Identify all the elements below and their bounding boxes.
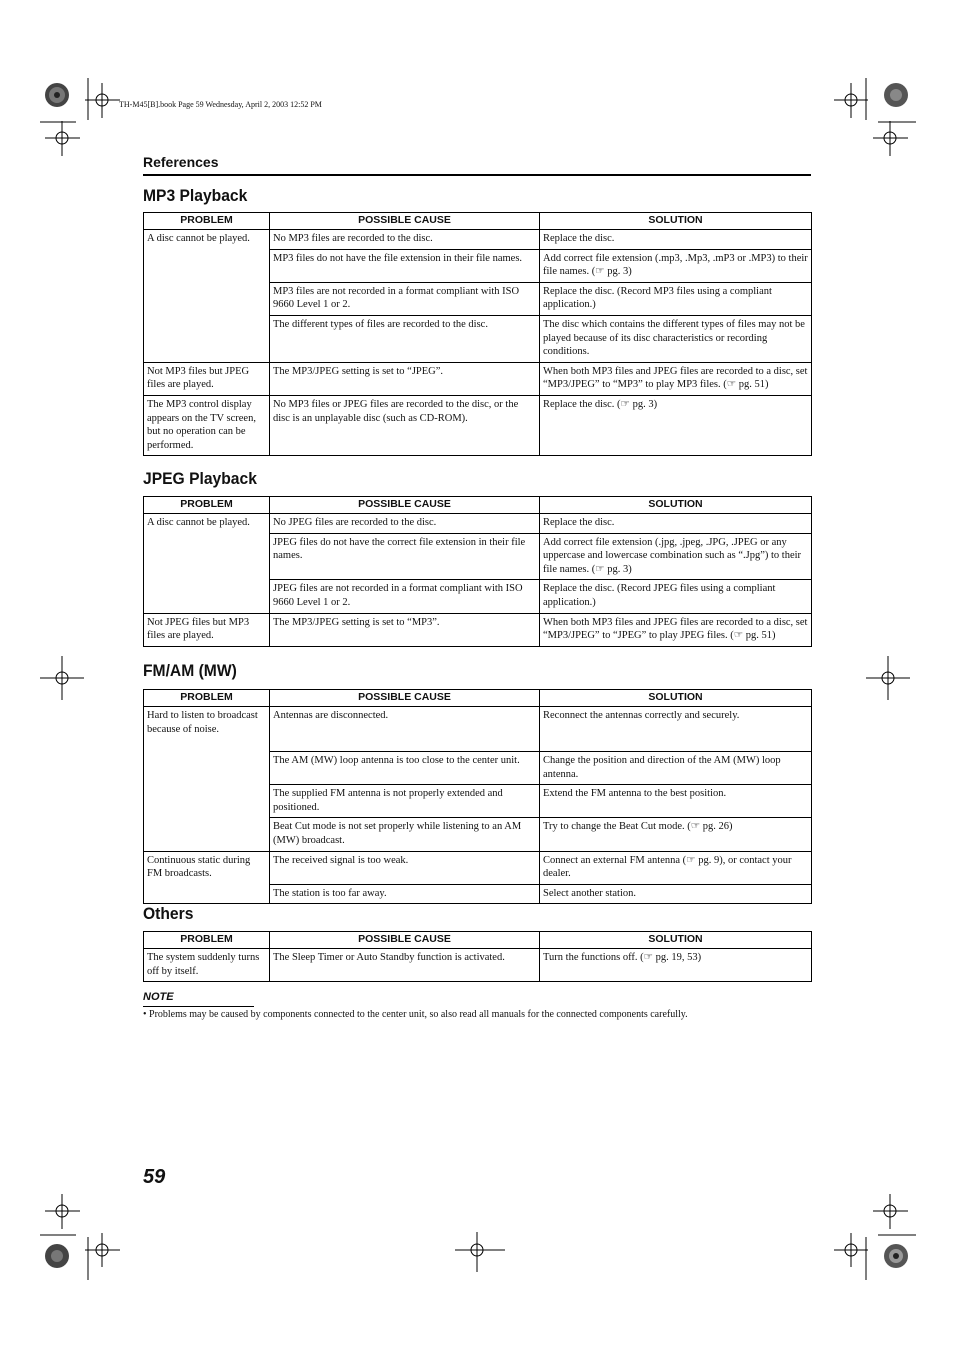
table-row bbox=[144, 395, 812, 455]
column-header-cause: POSSIBLE CAUSE bbox=[270, 932, 540, 949]
table-row bbox=[144, 362, 812, 395]
problem-cell: Not MP3 files but JPEG files are played. bbox=[144, 362, 270, 395]
note-text: • Problems may be caused by components connected to the center unit, so also read all manuals for the connected components carefully. bbox=[143, 1009, 688, 1020]
heading-others: Others bbox=[143, 904, 194, 923]
heading-jpeg-playback: JPEG Playback bbox=[143, 469, 257, 488]
column-header-problem: PROBLEM bbox=[144, 497, 270, 514]
solution-cell: Turn the functions off. (☞ pg. 19, 53) bbox=[540, 949, 812, 982]
solution-cell: The disc which contains the different types of files may not be played because of its disc characteristics or recording conditions. bbox=[540, 315, 812, 362]
column-header-problem: PROBLEM bbox=[144, 213, 270, 230]
table-mp3-playback bbox=[143, 212, 812, 456]
table-row bbox=[144, 707, 812, 752]
cause-cell: The different types of files are recorded to the disc. bbox=[270, 315, 540, 362]
registration-mark-bottom-center bbox=[455, 1232, 505, 1276]
column-header-cause: POSSIBLE CAUSE bbox=[270, 497, 540, 514]
solution-cell: Replace the disc. bbox=[540, 514, 812, 534]
cause-cell: JPEG files are not recorded in a format compliant with ISO 9660 Level 1 or 2. bbox=[270, 580, 540, 613]
solution-cell: Add correct file extension (.jpg, .jpeg, .JPG, .JPEG or any uppercase and lowercase combination such as “.Jpg”) to their file names. (☞ pg. 3) bbox=[540, 533, 812, 580]
cause-cell: MP3 files do not have the file extension in their file names. bbox=[270, 249, 540, 282]
solution-cell: Extend the FM antenna to the best position. bbox=[540, 785, 812, 818]
cause-cell: The supplied FM antenna is not properly extended and positioned. bbox=[270, 785, 540, 818]
solution-cell: Replace the disc. (Record MP3 files using a compliant application.) bbox=[540, 282, 812, 315]
solution-cell: Replace the disc. bbox=[540, 230, 812, 250]
column-header-cause: POSSIBLE CAUSE bbox=[270, 213, 540, 230]
table-row bbox=[144, 613, 812, 646]
page-number: 59 bbox=[143, 1166, 166, 1188]
problem-cell: The MP3 control display appears on the TV screen, but no operation can be performed. bbox=[144, 395, 270, 455]
solution-cell: When both MP3 files and JPEG files are recorded to a disc, set “MP3/JPEG” to “MP3” to play MP3 files. (☞ pg. 51) bbox=[540, 362, 812, 395]
column-header-solution: SOLUTION bbox=[540, 213, 812, 230]
solution-cell: Replace the disc. (Record JPEG files using a compliant application.) bbox=[540, 580, 812, 613]
table-row bbox=[144, 514, 812, 534]
table-row bbox=[144, 949, 812, 982]
registration-mark-top-left bbox=[40, 78, 140, 168]
file-header: TH-M45[B].book Page 59 Wednesday, April 2, 2003 12:52 PM bbox=[119, 100, 322, 109]
table-row bbox=[144, 230, 812, 250]
problem-cell: Hard to listen to broadcast because of noise. bbox=[144, 707, 270, 852]
column-header-cause: POSSIBLE CAUSE bbox=[270, 690, 540, 707]
problem-cell: Continuous static during FM broadcasts. bbox=[144, 851, 270, 904]
problem-cell: A disc cannot be played. bbox=[144, 514, 270, 614]
table-others bbox=[143, 931, 812, 982]
cause-cell: Beat Cut mode is not set properly while listening to an AM (MW) broadcast. bbox=[270, 818, 540, 851]
solution-cell: Try to change the Beat Cut mode. (☞ pg. 26) bbox=[540, 818, 812, 851]
registration-mark-bottom-left bbox=[40, 1185, 140, 1280]
cause-cell: The MP3/JPEG setting is set to “MP3”. bbox=[270, 613, 540, 646]
table-jpeg-playback bbox=[143, 496, 812, 647]
section-label: References bbox=[143, 154, 219, 170]
problem-cell: The system suddenly turns off by itself. bbox=[144, 949, 270, 982]
table-row bbox=[144, 851, 812, 884]
cause-cell: The MP3/JPEG setting is set to “JPEG”. bbox=[270, 362, 540, 395]
solution-cell: Connect an external FM antenna (☞ pg. 9), or contact your dealer. bbox=[540, 851, 812, 884]
solution-cell: Change the position and direction of the AM (MW) loop antenna. bbox=[540, 752, 812, 785]
table-header-row bbox=[144, 690, 812, 707]
column-header-problem: PROBLEM bbox=[144, 690, 270, 707]
registration-mark-mid-left bbox=[40, 656, 84, 700]
solution-cell: Add correct file extension (.mp3, .Mp3, .mP3 or .MP3) to their file names. (☞ pg. 3) bbox=[540, 249, 812, 282]
column-header-problem: PROBLEM bbox=[144, 932, 270, 949]
table-header-row bbox=[144, 932, 812, 949]
cause-cell: The station is too far away. bbox=[270, 884, 540, 904]
section-rule bbox=[143, 174, 811, 176]
cause-cell: The AM (MW) loop antenna is too close to the center unit. bbox=[270, 752, 540, 785]
solution-cell: Replace the disc. (☞ pg. 3) bbox=[540, 395, 812, 455]
table-header-row bbox=[144, 497, 812, 514]
cause-cell: No MP3 files are recorded to the disc. bbox=[270, 230, 540, 250]
column-header-solution: SOLUTION bbox=[540, 690, 812, 707]
solution-cell: When both MP3 files and JPEG files are recorded to a disc, set “MP3/JPEG” to “JPEG” to play JPEG files. (☞ pg. 51) bbox=[540, 613, 812, 646]
solution-cell: Reconnect the antennas correctly and securely. bbox=[540, 707, 812, 752]
registration-mark-mid-right bbox=[866, 656, 910, 700]
cause-cell: Antennas are disconnected. bbox=[270, 707, 540, 752]
table-fm-am bbox=[143, 689, 812, 904]
cause-cell: No JPEG files are recorded to the disc. bbox=[270, 514, 540, 534]
heading-fm-am: FM/AM (MW) bbox=[143, 661, 237, 680]
note-rule bbox=[143, 1006, 254, 1007]
registration-mark-top-right bbox=[816, 78, 916, 168]
problem-cell: A disc cannot be played. bbox=[144, 230, 270, 363]
cause-cell: The received signal is too weak. bbox=[270, 851, 540, 884]
cause-cell: No MP3 files or JPEG files are recorded to the disc, or the disc is an unplayable disc (such as CD-ROM). bbox=[270, 395, 540, 455]
problem-cell: Not JPEG files but MP3 files are played. bbox=[144, 613, 270, 646]
table-header-row bbox=[144, 213, 812, 230]
heading-mp3-playback: MP3 Playback bbox=[143, 186, 248, 205]
cause-cell: MP3 files are not recorded in a format compliant with ISO 9660 Level 1 or 2. bbox=[270, 282, 540, 315]
registration-mark-bottom-right bbox=[816, 1185, 916, 1280]
column-header-solution: SOLUTION bbox=[540, 932, 812, 949]
cause-cell: JPEG files do not have the correct file extension in their file names. bbox=[270, 533, 540, 580]
solution-cell: Select another station. bbox=[540, 884, 812, 904]
note-label: NOTE bbox=[143, 991, 174, 1003]
cause-cell: The Sleep Timer or Auto Standby function is activated. bbox=[270, 949, 540, 982]
column-header-solution: SOLUTION bbox=[540, 497, 812, 514]
